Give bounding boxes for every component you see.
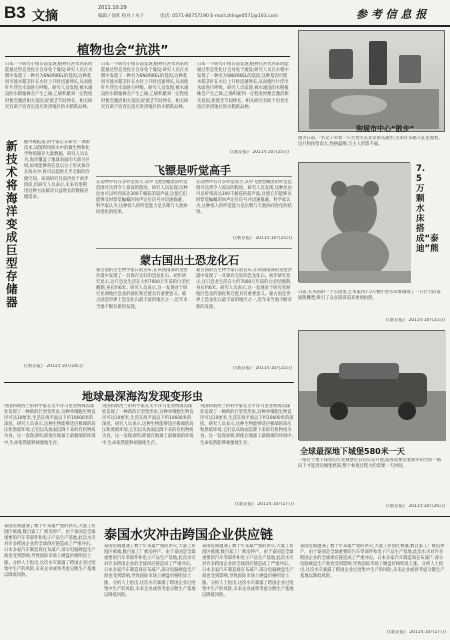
car-photo-image [299, 331, 446, 441]
masthead-rule [0, 25, 450, 27]
editor-credit: 编辑 / 徐旺 校对 / 木子 [98, 14, 145, 19]
star-byline: (《新京报》 2011年10月24日) [24, 364, 83, 369]
plant-body-col2: 日本一个研究小组日前发现,植物在洪水到来时能通过形态变化让自身免于淹没;研究人员在水稻中发现了一种名为SNORKEL的基因,这种基因可使水稻茎秆在水位上升时迅速伸长,从而使叶片浮出水面进行呼吸。研究人员发现,被水淹没的水稻植株会产生乙烯,乙烯积累到一定程度时便会激活相关基因,促使茎节间伸长。相关研究有助于培育出适应洪涝地区的水稻新品种。 [101, 62, 189, 110]
article-dino [96, 248, 292, 378]
headline-tower: 地球最深海沟发现变形虫 [82, 390, 203, 403]
plane-body-col1: 在动物中有许多听觉高手,其中飞镖型蛾类的听觉范围可达到令人惊讶的程度。研究人员发现,这种昆虫可以听到高达300千赫兹的超声波,这使它们能够及时察觉蝙蝠的回声定位信号并迅速躲避。科学家认为,这种惊人的听觉能力是长期与天敌协同进化的结果。 [96, 180, 188, 216]
dino-top-rule [96, 248, 292, 249]
car-byline: (《新京报》 2011年10月26日) [386, 504, 445, 509]
issue-date: 2011.10.29 [98, 5, 127, 11]
thai-body-col3: 泰国近期遭遇了数十年来最严重的洪灾,大量工业园区被淹,数百家工厂被迫停产。由于泰国是全球重要的汽车零部件和电子产品生产基地,此次水灾对许多跨国企业的全球供应链造成了严重冲击。日本多家汽车制造商宣布减产,部分电脑硬盘生产商也受到影响,导致国际市场上硬盘价格明显上涨。分析人士指出,这次水灾暴露了跨国企业过度集中生产的风险,未来企业或将考虑分散生产基地以降低风险。 [202, 544, 294, 598]
thai-top-rule [0, 516, 450, 517]
dino-byline: (《新京报》 2011年10月25日) [233, 366, 292, 371]
headline-car: 全球最深地下城堡580米一天 [300, 447, 405, 456]
tower-body-col3: 英国和新西兰的科学家在太平洋马里亚纳海沟深处发现了一种新的巨型变形虫,这种单细胞生物直径可达10厘米,生活在海平面以下约10600米的深度。研究人员表示,这种生物能够适应极端的高压和黑暗环境,它们以从海面沉降下来的有机物质为食。这一发现表明,即使在地球上最极端的环境中,生命依然能够顽强地生存。 [200, 404, 294, 446]
plant-body-col1: 日本一个研究小组日前发现,植物在洪水到来时能通过形态变化让自身免于淹没;研究人员在水稻中发现了一种名为SNORKEL的基因,这种基因可使水稻茎秆在水位上升时迅速伸长,从而使叶片浮出水面进行呼吸。研究人员发现,被水淹没的水稻植株会产生乙烯,乙烯积累到一定程度时便会激活相关基因,促使茎节间伸长。相关研究有助于培育出适应洪涝地区的水稻新品种。 [5, 62, 93, 110]
tower-top-rule [4, 382, 294, 383]
car-caption: 一座位于地下深处的古老城堡近日向公众开放,游客需要沿着狭窄的台阶一路向下才能到达城堡底部,整个参观过程大约需要一天时间。 [298, 458, 442, 470]
plant-byline: (《新京报》 2011年10月25日) [230, 150, 289, 155]
article-plane [96, 160, 292, 246]
tower-byline: (《新京报》 2011年10月27日) [235, 502, 294, 507]
thai-body-col2: 泰国近期遭遇了数十年来最严重的洪灾,大量工业园区被淹,数百家工厂被迫停产。由于泰国是全球重要的汽车零部件和电子产品生产基地,此次水灾对许多跨国企业的全球供应链造成了严重冲击。日本多家汽车制造商宣布减产,部分电脑硬盘生产商也受到影响,导致国际市场上硬盘价格明显上涨。分析人士指出,这次水灾暴露了跨国企业过度集中生产的风险,未来企业或将考虑分散生产基地以降低风险。 [104, 544, 196, 598]
plane-body-col2: 在动物中有许多听觉高手,其中飞镖型蛾类的听觉范围可达到令人惊讶的程度。研究人员发现,这种昆虫可以听到高达300千赫兹的超声波,这使它们能够及时察觉蝙蝠的回声定位信号并迅速躲避。科学家认为,这种惊人的听觉能力是长期与天敌协同进化的结果。 [196, 180, 292, 216]
tower-body-col2: 英国和新西兰的科学家在太平洋马里亚纳海沟深处发现了一种新的巨型变形虫,这种单细胞生物直径可达10厘米,生活在海平面以下约10600米的深度。研究人员表示,这种生物能够适应极端的高压和黑暗环境,它们以从海面沉降下来的有机物质为食。这一发现表明,即使在地球上最极端的环境中,生命依然能够顽强地生存。 [102, 404, 194, 446]
plane-rule [96, 176, 292, 177]
article-star [4, 136, 92, 376]
headline-underline [5, 56, 290, 57]
tower-body-col1: 英国和新西兰的科学家在太平洋马里亚纳海沟深处发现了一种新的巨型变形虫,这种单细胞生物直径可达10厘米,生活在海平面以下约10600米的深度。研究人员表示,这种生物能够适应极端的高压和黑暗环境,它们以从海面沉降下来的有机物质为食。这一发现表明,即使在地球上最极端的环境中,生命依然能够顽强地生存。 [4, 404, 96, 446]
dino-body-col2: 蒙古国的古生物学家日前宣布,在该国南部的戈壁沙漠中发现了一具保存完好的恐龙化石。初步研究显示,这只恐龙生活在大约7000万年前的白垩纪晚期,身长约6米。研究人员表示,这一发现对于研究亚洲地区恐龙的演化和迁徙具有重要意义。蒙古国是世界上恐龙化石最丰富的地区之一,近年来当地不断有新的发现。 [196, 268, 292, 310]
headline-dog: 狗展市中心“散步” [356, 125, 415, 133]
bridge-caption: 日前,在英国的一个公园里,艺术家用7.5万颗小型水床堆砌成了一只巨大的泰迪熊雕塑,吸引了众多游客前来参观拍照。 [298, 290, 441, 302]
masthead [0, 0, 450, 26]
section-title: 文摘 [32, 9, 59, 24]
plant-body-col3: 日本一个研究小组日前发现,植物在洪水到来时能通过形态变化让自身免于淹没;研究人员在水稻中发现了一种名为SNORKEL的基因,这种基因可使水稻茎秆在水位上升时迅速伸长,从而使叶片浮出水面进行呼吸。研究人员发现,被水淹没的水稻植株会产生乙烯,乙烯积累到一定程度时便会激活相关基因,促使茎节间伸长。相关研究有助于培育出适应洪涝地区的水稻新品种。 [197, 62, 289, 110]
paper-name: 参 考 信 息 报 [356, 8, 427, 21]
plane-byline: (《新京报》 2011年10月25日) [233, 236, 292, 241]
thai-body-col1: 泰国近期遭遇了数十年来最严重的洪灾,大量工业园区被淹,数百家工厂被迫停产。由于泰国是全球重要的汽车零部件和电子产品生产基地,此次水灾对许多跨国企业的全球供应链造成了严重冲击。日本多家汽车制造商宣布减产,部分电脑硬盘生产商也受到影响,导致国际市场上硬盘价格明显上涨。分析人士指出,这次水灾暴露了跨国企业过度集中生产的风险,未来企业或将考虑分散生产基地以降低风险。 [4, 524, 96, 578]
article-tower [4, 382, 294, 514]
bridge-photo [298, 162, 410, 282]
plant-photo [298, 30, 445, 132]
headline-star: 新技术将海洋变成巨型存储器 [6, 139, 18, 309]
bridge-photo-image [299, 163, 411, 283]
headline-dino: 蒙古国出土恐龙化石 [140, 254, 239, 267]
plant-photo-image [299, 31, 446, 133]
bridge-byline: (《新京报》 2011年10月25日) [386, 318, 445, 323]
headline-thai: 泰国水灾冲击跨国企业供应链 [104, 528, 274, 543]
page-number: B3 [4, 3, 26, 22]
dog-caption: 图为日前,一名女子牵着一只大型犬在北京街头散步,引来许多路人驻足观看。这只狗体型高大,性格温顺,与主人形影不离。 [298, 136, 443, 148]
headline-bridge: 7.5万颗水床搭成“泰迪”熊 [416, 164, 439, 254]
thai-body-col4: 泰国近期遭遇了数十年来最严重的洪灾,大量工业园区被淹,数百家工厂被迫停产。由于泰国是全球重要的汽车零部件和电子产品生产基地,此次水灾对许多跨国企业的全球供应链造成了严重冲击。日本多家汽车制造商宣布减产,部分电脑硬盘生产商也受到影响,导致国际市场上硬盘价格明显上涨。分析人士指出,这次水灾暴露了跨国企业过度集中生产的风险,未来企业或将考虑分散生产基地以降低风险。 [300, 544, 445, 580]
dino-body-col1: 蒙古国的古生物学家日前宣布,在该国南部的戈壁沙漠中发现了一具保存完好的恐龙化石。初步研究显示,这只恐龙生活在大约7000万年前的白垩纪晚期,身长约6米。研究人员表示,这一发现对于研究亚洲地区恐龙的演化和迁徙具有重要意义。蒙古国是世界上恐龙化石最丰富的地区之一,近年来当地不断有新的发现。 [96, 268, 190, 310]
thai-byline: (《新京报》 2011年10月27日) [387, 630, 446, 635]
car-photo [298, 330, 445, 440]
headline-plant: 植物也会“抗洪” [77, 42, 169, 57]
article-thai [4, 520, 446, 638]
headline-plane: 飞镖是听觉高手 [154, 164, 231, 177]
contact-info: 电话: 0571-86757190 E-mail:zhlnge0571@163.com [160, 14, 278, 19]
star-body: 据外媒报道,科学家正在研究一项新技术,试图利用海水中的微生物和化学物质储存大量数据。研究人员认为,海洋覆盖了地球表面的大部分区域,如果能够将信息以分子形式保存在海水中,将可以提供几乎无限的存储空间。该项研究目前仍处于初步阶段,但研究人员表示,未来有望利用这种方法解决日益增长的数据存储需求。 [24, 140, 90, 200]
